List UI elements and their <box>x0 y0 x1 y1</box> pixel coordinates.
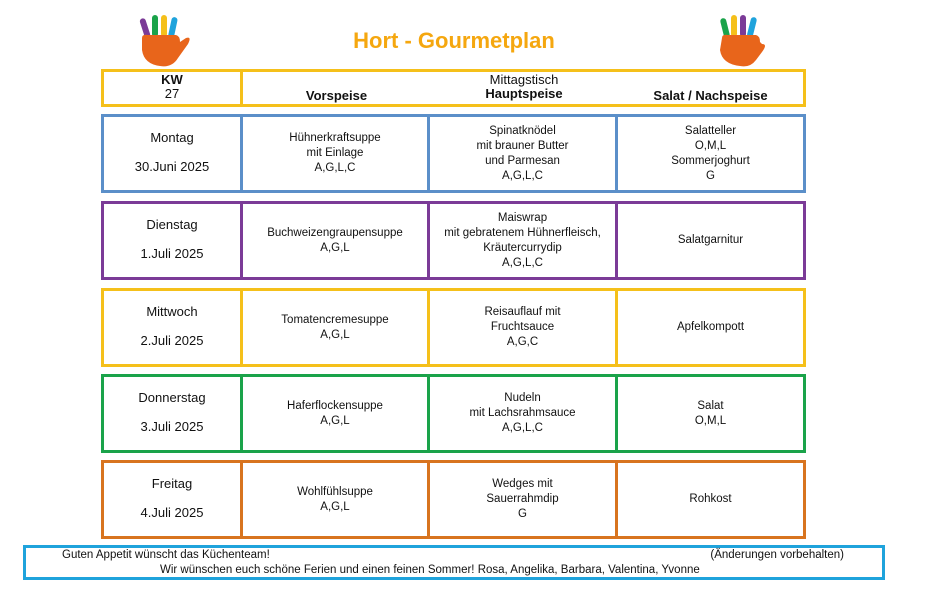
haupt-line: Maiswrap <box>497 211 548 224</box>
vorspeise-line: A,G,L,C <box>314 162 356 174</box>
salat-line: Salat <box>697 399 724 412</box>
day-cell <box>104 463 243 536</box>
column-header-vorspeise: Vorspeise <box>305 88 368 103</box>
haupt-line: und Parmesan <box>485 154 560 167</box>
salat-cell <box>618 377 803 450</box>
salat-cell <box>618 463 803 536</box>
vorspeise-line: Buchweizengraupensuppe <box>267 226 403 239</box>
day-date: 4.Juli 2025 <box>140 505 204 520</box>
haupt-line: G <box>518 508 527 520</box>
salat-line: G <box>706 169 715 182</box>
haupt-line: Nudeln <box>504 392 541 404</box>
haupt-line: A,G,C <box>506 336 539 348</box>
day-row-freitag <box>101 460 806 539</box>
haupt-cell <box>430 204 618 277</box>
haupt-line: A,G,L,C <box>502 169 543 182</box>
haupt-cell <box>430 291 618 364</box>
haupt-cell <box>430 377 618 450</box>
salat-line: O,M,L <box>694 414 727 427</box>
salat-line: Apfelkompott <box>676 321 745 333</box>
haupt-line: mit brauner Butter <box>476 139 569 152</box>
vorspeise-line: mit Einlage <box>306 147 364 159</box>
haupt-line: Wedges mit <box>492 478 553 490</box>
mittagstisch-label: Mittagstisch <box>489 72 559 87</box>
footer-greeting: Guten Appetit wünscht das Küchenteam! <box>62 549 270 561</box>
day-row-dienstag <box>101 201 806 280</box>
day-date: 1.Juli 2025 <box>140 246 204 261</box>
haupt-line: mit gebratenem Hühnerfleisch, <box>444 226 601 239</box>
column-header-hauptspeise <box>430 72 618 104</box>
day-date: 2.Juli 2025 <box>140 333 204 348</box>
day-name: Freitag <box>151 476 193 491</box>
vorspeise-cell <box>243 463 430 536</box>
haupt-line: mit Lachsrahmsauce <box>469 407 576 419</box>
page-title: Hort - Gourmetplan <box>353 28 555 53</box>
vorspeise-cell <box>243 204 430 277</box>
salat-line: Rohkost <box>689 493 732 505</box>
salat-cell <box>618 291 803 364</box>
kw-number: 27 <box>164 86 180 101</box>
haupt-cell <box>430 463 618 536</box>
salat-line: Salatgarnitur <box>677 234 744 246</box>
haupt-line: Reisauflauf mit <box>484 306 561 318</box>
day-name: Donnerstag <box>138 390 206 405</box>
day-date: 3.Juli 2025 <box>140 419 204 434</box>
vorspeise-line: A,G,L <box>320 241 350 254</box>
haupt-line: Fruchtsauce <box>490 321 555 333</box>
day-cell <box>104 117 243 190</box>
haupt-line: A,G,L,C <box>502 422 543 434</box>
vorspeise-line: Tomatencremesuppe <box>281 313 389 326</box>
haupt-cell <box>430 117 618 190</box>
vorspeise-line: Haferflockensuppe <box>287 399 383 412</box>
day-row-mittwoch <box>101 288 806 367</box>
footer-disclaimer: (Änderungen vorbehalten) <box>710 549 844 561</box>
day-name: Mittwoch <box>146 304 198 319</box>
vorspeise-cell <box>243 291 430 364</box>
day-row-donnerstag <box>101 374 806 453</box>
vorspeise-cell <box>243 117 430 190</box>
day-row-montag <box>101 114 806 193</box>
footer-wishes: Wir wünschen euch schöne Ferien und einen feinen Sommer! Rosa, Angelika, Barbara, Valentina, Yvonne <box>160 564 700 576</box>
day-cell <box>104 291 243 364</box>
day-cell <box>104 377 243 450</box>
haupt-line: Sauerrahmdip <box>486 493 559 505</box>
salat-cell <box>618 204 803 277</box>
day-name: Montag <box>150 130 194 145</box>
vorspeise-line: Wohlfühlsuppe <box>297 485 373 498</box>
kw-label: KW <box>161 72 183 87</box>
salat-line: Salatteller <box>684 124 737 137</box>
footer-box <box>23 545 885 580</box>
vorspeise-cell <box>243 377 430 450</box>
salat-cell <box>618 117 803 190</box>
haupt-line: Kräutercurrydip <box>483 241 562 254</box>
vorspeise-line: Hühnerkraftsuppe <box>289 132 381 144</box>
vorspeise-line: A,G,L <box>320 414 350 427</box>
salat-line: O,M,L <box>694 139 727 152</box>
haupt-line: Spinatknödel <box>489 124 556 137</box>
day-cell <box>104 204 243 277</box>
day-date: 30.Juni 2025 <box>134 159 210 174</box>
kw-cell <box>104 72 243 104</box>
table-header <box>101 69 806 107</box>
salat-line: Sommerjoghurt <box>671 154 750 167</box>
haupt-line: A,G,L,C <box>502 256 543 269</box>
hauptspeise-label: Hauptspeise <box>485 86 563 101</box>
day-name: Dienstag <box>146 217 198 232</box>
vorspeise-line: A,G,L <box>320 500 350 513</box>
column-header-salat: Salat / Nachspeise <box>653 88 768 103</box>
vorspeise-line: A,G,L <box>320 328 350 341</box>
